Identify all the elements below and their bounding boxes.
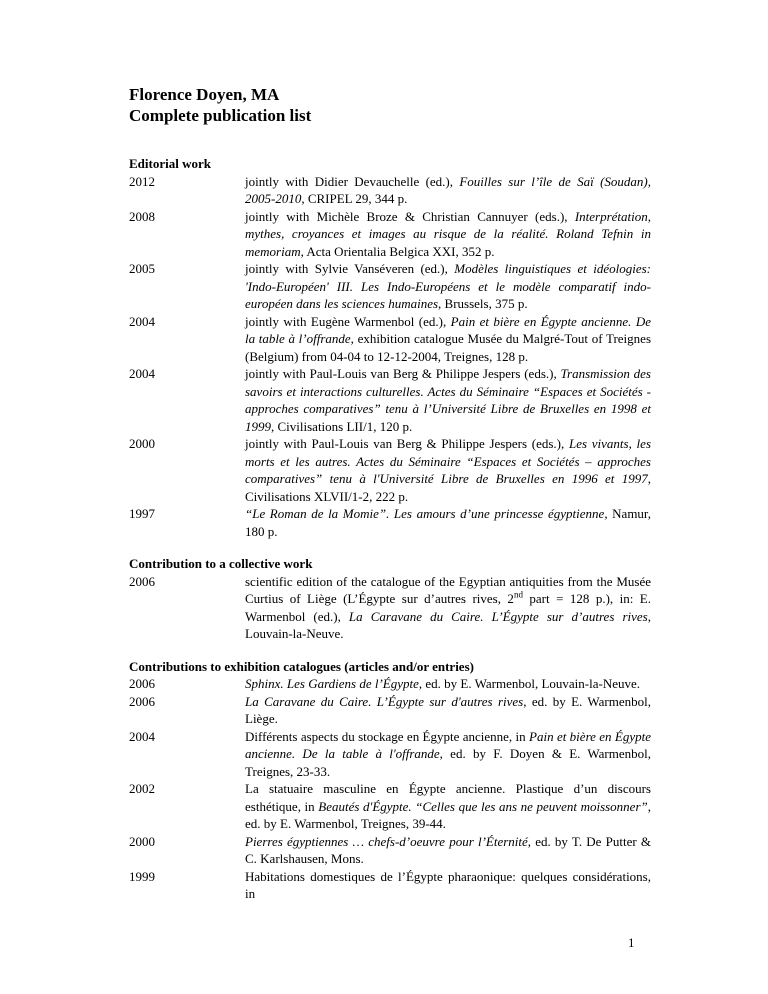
entry-text xyxy=(245,260,651,313)
section-heading: Editorial work xyxy=(129,156,211,171)
entry-text xyxy=(245,505,651,540)
entry-text xyxy=(245,173,651,208)
entry-text xyxy=(245,728,651,781)
entry-title: Pierres égyptiennes … chefs-d’oeuvre pour l’Éternité xyxy=(245,833,528,849)
publication-entry xyxy=(129,833,651,868)
entry-text-part: scientific edition of the catalogue of the Egyptian antiquities from the Musée Curtius of Liège (L’Égypte sur d’autres rives, 2 xyxy=(245,573,651,606)
publication-entry xyxy=(129,208,651,261)
document-title: Complete publication list xyxy=(129,106,312,125)
entry-text xyxy=(245,365,651,435)
entry-title: Pain et bière en Égypte ancienne. De la table à l’offrande xyxy=(245,313,651,346)
entry-text xyxy=(245,693,651,728)
entry-text-part: , exhibition catalogue Musée du Malgré-Tout of Treignes (Belgium) from 04-04 to 12-12-2004, Treignes, 128 p. xyxy=(245,331,651,364)
publication-entry xyxy=(129,780,651,833)
entry-text xyxy=(245,780,651,833)
entry-text-part: jointly with Didier Devauchelle (ed.), xyxy=(245,173,460,189)
entry-text-part: , ed. by E. Warmenbol, Louvain-la-Neuve. xyxy=(418,676,640,691)
entry-text-part: , Namur, 180 p. xyxy=(245,506,651,539)
entry-text-part: jointly with Sylvie Vanséveren (ed.), xyxy=(245,261,455,276)
entry-text xyxy=(245,313,651,366)
entry-year: 2005 xyxy=(129,261,155,276)
entry-year: 1999 xyxy=(129,868,155,884)
entry-year: 2006 xyxy=(129,693,155,709)
entry-year: 2008 xyxy=(129,208,155,224)
publication-section xyxy=(129,658,651,903)
entry-title: La Caravane du Caire. L’Égypte sur d’autres rives xyxy=(348,608,648,624)
entry-text-part: , Civilisations XLVII/1-2, 222 p. xyxy=(245,471,651,504)
entry-text-part: jointly with Paul-Louis van Berg & Philippe Jespers (eds.), xyxy=(245,366,561,381)
publication-entry xyxy=(129,728,651,781)
entry-text-part: Habitations domestiques de l’Égypte pharaonique: quelques considérations, in xyxy=(245,868,651,901)
entry-text-part: , Civilisations LII/1, 120 p. xyxy=(271,418,413,434)
entry-year: 1997 xyxy=(129,506,155,521)
entry-text-part: , ed. by T. De Putter & C. Karlshausen, Mons. xyxy=(245,833,651,866)
entry-text-part: , CRIPEL 29, 344 p. xyxy=(301,191,408,206)
entry-title: Sphinx. Les Gardiens de l’Égypte xyxy=(245,676,419,691)
publication-entry xyxy=(129,868,651,903)
entry-text-part: jointly with Paul-Louis van Berg & Philippe Jespers (eds.), xyxy=(245,436,569,451)
entry-year: 2000 xyxy=(129,436,155,451)
entry-year: 2004 xyxy=(129,366,155,381)
entry-text-part: part = 128 p.), in: E. Warmenbol (ed.), xyxy=(245,591,651,624)
entry-title: “Le Roman de la Momie”. Les amours d’une princesse égyptienne xyxy=(245,506,605,521)
entry-text-part: , Brussels, 375 p. xyxy=(438,296,528,311)
entry-text xyxy=(245,208,651,261)
publication-section xyxy=(129,555,651,643)
entry-year: 2002 xyxy=(129,781,155,796)
section-heading: Contribution to a collective work xyxy=(129,556,313,571)
publication-entry xyxy=(129,313,651,366)
entry-year: 2000 xyxy=(129,833,155,849)
section-heading: Contributions to exhibition catalogues (articles and/or entries) xyxy=(129,658,474,674)
author-name: Florence Doyen, MA xyxy=(129,85,280,104)
publication-entry xyxy=(129,675,651,693)
entry-text-part: jointly with Michèle Broze & Christian Cannuyer (eds.), xyxy=(245,208,575,224)
publication-entry xyxy=(129,693,651,728)
entry-text xyxy=(245,675,651,693)
entry-year: 2004 xyxy=(129,313,155,329)
publication-entry xyxy=(129,435,651,505)
entry-text-part: , ed. by E. Warmenbol, Liège. xyxy=(245,693,651,726)
entry-text-part: Différents aspects du stockage en Égypte ancienne, in xyxy=(245,728,530,744)
entry-text xyxy=(245,435,651,505)
entry-text-part: nd xyxy=(513,589,523,600)
entry-text-part: , Louvain-la-Neuve. xyxy=(245,608,651,641)
entry-year: 2006 xyxy=(129,676,155,691)
entry-text-part: jointly with Eugène Warmenbol (ed.), xyxy=(245,313,451,329)
publication-sections xyxy=(129,155,651,903)
entry-title: Fouilles sur l’île de Saï (Soudan), 2005-2010 xyxy=(245,173,651,206)
entry-title: Pain et bière en Égypte ancienne. De la table à l'offrande xyxy=(245,728,651,761)
entry-text-part: , ed. by F. Doyen & E. Warmenbol, Treignes, 23-33. xyxy=(245,746,651,779)
page-number: 1 xyxy=(628,935,635,950)
entry-text xyxy=(245,833,651,868)
entry-year: 2006 xyxy=(129,573,155,589)
entry-year: 2012 xyxy=(129,173,155,189)
entry-title: Transmission des savoirs et interactions culturelles. Actes du Séminaire “Espaces et Sociétés - approches comparatives” tenu à l’Université Libre de Bruxelles en 1998 et 1999 xyxy=(245,366,651,434)
publication-entry xyxy=(129,505,651,540)
entry-text xyxy=(245,573,651,643)
entry-title: Interprétation, mythes, croyances et images au risque de la réalité. Roland Tefnin in memoriam xyxy=(245,208,651,259)
entry-title: Modèles linguistiques et idéologies: 'Indo-Européen' III. Les Indo-Européens et le modèle comparatif indo-européen dans les sciences humaines xyxy=(245,261,651,311)
entry-title: Les vivants, les morts et les autres. Actes du Séminaire “Espaces et Sociétés – approches comparatives” tenu à l'Université Libre de Bruxelles en 1996 et 1997 xyxy=(245,436,651,486)
entry-title: Beautés d'Égypte. “Celles que les ans ne peuvent moissonner” xyxy=(318,798,648,814)
publication-entry xyxy=(129,365,651,435)
entry-text xyxy=(245,868,651,903)
entry-title: La Caravane du Caire. L’Égypte sur d'autres rives xyxy=(245,693,524,709)
publication-entry xyxy=(129,573,651,643)
publication-entry xyxy=(129,173,651,208)
entry-year: 2004 xyxy=(129,728,155,744)
entry-text-part: La statuaire masculine en Égypte ancienne. Plastique d’un discours esthétique, in xyxy=(245,781,651,814)
publication-entry xyxy=(129,260,651,313)
document-content xyxy=(129,84,651,903)
publication-section xyxy=(129,155,651,540)
entry-text-part: , ed. by E. Warmenbol, Treignes, 39-44. xyxy=(245,798,651,831)
entry-text-part: , Acta Orientalia Belgica XXI, 352 p. xyxy=(300,243,495,259)
